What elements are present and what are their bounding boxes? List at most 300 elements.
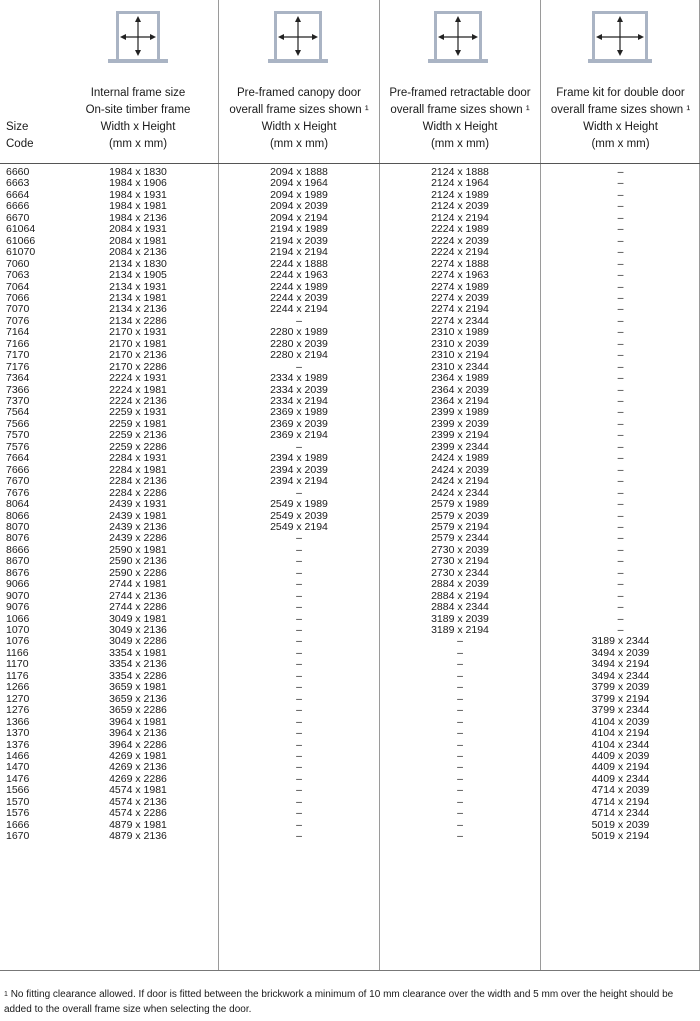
retractable-size-cell: 2399 x 1989: [431, 406, 489, 419]
frame-kit-cell: 4714 x 2194: [591, 795, 650, 808]
canopy-size-cell: –: [296, 589, 302, 602]
internal-size-cell: 1984 x 1931: [109, 188, 167, 201]
table-row: [0, 728, 700, 739]
size-code-cell: 6666: [6, 200, 30, 213]
table-row: [0, 327, 700, 338]
frame-kit-cell: –: [617, 383, 624, 396]
frame-kit-cell: –: [617, 372, 624, 385]
internal-size-cell: 2259 x 2136: [109, 429, 167, 442]
table-row: [0, 350, 700, 361]
size-code-cell: 1070: [6, 624, 30, 636]
size-code-cell: 7076: [6, 314, 30, 327]
canopy-size-cell: 2280 x 1989: [270, 326, 328, 339]
internal-size-cell: 2439 x 2286: [109, 532, 167, 545]
frame-kit-cell: –: [617, 475, 624, 488]
frame-kit-cell: –: [617, 463, 624, 476]
internal-size-cell: 2284 x 1981: [109, 463, 167, 476]
frame-kit-cell: –: [617, 520, 624, 533]
retractable-size-cell: 2579 x 2039: [431, 509, 489, 522]
canopy-size-cell: 2280 x 2194: [270, 349, 328, 362]
table-row: [0, 167, 700, 178]
frame-kit-cell: –: [617, 452, 624, 465]
frame-kit-cell: –: [617, 223, 624, 236]
canopy-size-cell: –: [296, 658, 302, 671]
frame-kit-cell: –: [617, 349, 624, 362]
size-code-cell: 8676: [6, 566, 30, 579]
retractable-size-cell: 2579 x 2194: [431, 520, 489, 533]
table-row: [0, 178, 700, 189]
canopy-size-cell: –: [296, 486, 302, 499]
frame-kit-cell: –: [617, 314, 624, 327]
retractable-size-cell: –: [457, 635, 463, 648]
retractable-size-cell: 2884 x 2039: [431, 578, 489, 591]
internal-size-cell: 1984 x 1906: [109, 177, 167, 190]
size-code-cell: 7064: [6, 280, 30, 293]
internal-size-cell: 2259 x 1981: [109, 417, 167, 430]
internal-size-cell: 2259 x 1931: [109, 406, 167, 419]
header-retractable-door: [380, 85, 540, 153]
canopy-size-cell: 2094 x 1888: [270, 166, 328, 178]
frame-kit-cell: –: [617, 555, 624, 568]
frame-kit-cell: –: [617, 440, 624, 453]
canopy-size-cell: –: [296, 360, 302, 373]
size-code-cell: 61064: [6, 223, 36, 236]
canopy-size-cell: –: [296, 669, 302, 682]
table-row: [0, 522, 700, 533]
header-line: Width x Height: [422, 121, 498, 133]
table-row: [0, 430, 700, 441]
table-row: [0, 201, 700, 212]
size-code-cell: 1270: [6, 692, 30, 705]
internal-size-cell: 3049 x 1981: [109, 612, 167, 625]
size-code-cell: 1576: [6, 807, 30, 820]
retractable-size-cell: 2310 x 2039: [431, 337, 489, 350]
canopy-size-cell: –: [296, 772, 302, 785]
size-code-cell: 1670: [6, 830, 30, 843]
canopy-size-cell: –: [296, 624, 302, 636]
table-bottom-rule: [0, 970, 700, 971]
retractable-size-cell: 2274 x 1963: [431, 269, 489, 282]
canopy-size-cell: 2094 x 2039: [270, 200, 328, 213]
canopy-size-cell: –: [296, 818, 302, 831]
frame-kit-cell: –: [617, 234, 624, 247]
table-row: [0, 304, 700, 315]
size-code-cell: 7676: [6, 486, 30, 499]
internal-size-cell: 2744 x 2286: [109, 601, 167, 614]
retractable-size-cell: 2274 x 1888: [431, 257, 489, 270]
header-line: (mm x mm): [430, 138, 490, 150]
canopy-size-cell: –: [296, 440, 302, 453]
frame-arrows-icon: [108, 8, 168, 64]
frame-kit-cell: 4714 x 2344: [591, 807, 650, 820]
canopy-size-cell: 2334 x 2039: [270, 383, 328, 396]
frame-kit-cell: 4104 x 2039: [591, 715, 650, 728]
size-code-cell: 8070: [6, 520, 30, 533]
header-canopy-door: [219, 85, 379, 153]
internal-size-cell: 2284 x 2136: [109, 475, 167, 488]
canopy-size-cell: –: [296, 749, 302, 762]
internal-size-cell: 2134 x 1830: [109, 257, 167, 270]
frame-kit-cell: –: [617, 543, 624, 556]
frame-kit-cell: –: [617, 624, 624, 636]
size-code-cell: 1476: [6, 772, 30, 785]
retractable-size-cell: 2224 x 1989: [431, 223, 489, 236]
size-code-cell: 1470: [6, 761, 30, 774]
canopy-size-cell: –: [296, 807, 302, 820]
canopy-size-cell: 2094 x 1989: [270, 188, 328, 201]
retractable-size-cell: 2274 x 2194: [431, 303, 489, 316]
table-row: [0, 213, 700, 224]
size-code-cell: 1176: [6, 669, 29, 682]
size-code-cell: 7170: [6, 349, 30, 362]
frame-kit-cell: 3799 x 2039: [591, 681, 650, 694]
header-line: Frame kit for double door: [556, 87, 685, 99]
table-row: [0, 556, 700, 567]
frame-kit-cell: 4714 x 2039: [591, 784, 650, 797]
internal-size-cell: 3354 x 2136: [109, 658, 167, 671]
frame-arrows-icon: [588, 8, 652, 64]
retractable-size-cell: 2579 x 2344: [431, 532, 489, 545]
canopy-size-cell: 2244 x 1888: [270, 257, 328, 270]
table-row: [0, 362, 700, 373]
frame-kit-cell: –: [617, 188, 624, 201]
retractable-size-cell: 2424 x 2344: [431, 486, 489, 499]
table-row: [0, 533, 700, 544]
internal-size-cell: 4879 x 1981: [109, 818, 167, 831]
header-line: On-site timber frame: [85, 104, 191, 116]
header-line: (mm x mm): [108, 138, 168, 150]
frame-kit-cell: –: [617, 326, 624, 339]
size-code-cell: 1570: [6, 795, 30, 808]
size-code-cell: 1276: [6, 704, 30, 717]
frame-kit-cell: 4409 x 2039: [591, 749, 650, 762]
retractable-size-cell: 2224 x 2039: [431, 234, 489, 247]
retractable-size-cell: –: [457, 784, 463, 797]
retractable-size-cell: 2424 x 2039: [431, 463, 489, 476]
retractable-size-cell: 3189 x 2039: [431, 612, 489, 625]
size-code-cell: 7664: [6, 452, 30, 465]
internal-size-cell: 2084 x 1981: [109, 234, 167, 247]
retractable-size-cell: –: [457, 795, 463, 808]
size-code-cell: 8064: [6, 498, 30, 511]
frame-kit-cell: –: [617, 280, 624, 293]
internal-size-cell: 3354 x 1981: [109, 646, 167, 659]
frame-kit-cell: –: [617, 566, 624, 579]
internal-size-cell: 2590 x 2136: [109, 555, 167, 568]
header-internal-frame: [58, 85, 218, 153]
retractable-size-cell: 2579 x 1989: [431, 498, 489, 511]
retractable-size-cell: –: [457, 727, 463, 740]
retractable-size-cell: 3189 x 2194: [431, 624, 489, 636]
internal-size-cell: 2224 x 2136: [109, 395, 167, 407]
size-code-cell: 8076: [6, 532, 30, 545]
internal-size-cell: 2744 x 2136: [109, 589, 167, 602]
size-code-cell: 6664: [6, 188, 30, 201]
retractable-size-cell: –: [457, 738, 463, 751]
header-line: Width x Height: [100, 121, 176, 133]
frame-kit-cell: –: [617, 177, 624, 190]
frame-kit-cell: –: [617, 395, 624, 407]
canopy-size-cell: 2549 x 1989: [270, 498, 328, 511]
header-line: Pre-framed canopy door: [236, 87, 361, 99]
retractable-size-cell: 2124 x 1888: [431, 166, 489, 178]
internal-size-cell: 2134 x 1931: [109, 280, 167, 293]
table-row: [0, 568, 700, 579]
header-line: (mm x mm): [269, 138, 329, 150]
size-code-cell: 8066: [6, 509, 30, 522]
canopy-size-cell: –: [296, 314, 302, 327]
internal-size-cell: 1984 x 1981: [109, 200, 167, 213]
table-row: [0, 476, 700, 487]
internal-size-cell: 1984 x 1830: [109, 166, 167, 178]
size-code-cell: 1066: [6, 612, 30, 625]
size-code-cell: 6663: [6, 177, 30, 190]
internal-size-cell: 1984 x 2136: [109, 211, 167, 224]
retractable-size-cell: 2884 x 2194: [431, 589, 489, 602]
size-code-cell: 7564: [6, 406, 30, 419]
retractable-size-cell: 2424 x 1989: [431, 452, 489, 465]
size-code-cell: 1566: [6, 784, 30, 797]
internal-size-cell: 2439 x 2136: [109, 520, 167, 533]
frame-kit-cell: 3799 x 2344: [591, 704, 650, 717]
size-code-cell: 6660: [6, 166, 30, 178]
retractable-size-cell: –: [457, 704, 463, 717]
retractable-size-cell: 2730 x 2039: [431, 543, 489, 556]
frame-kit-cell: 3494 x 2194: [591, 658, 650, 671]
canopy-size-cell: –: [296, 578, 302, 591]
canopy-size-cell: 2244 x 1989: [270, 280, 328, 293]
size-code-cell: 9076: [6, 601, 30, 614]
internal-size-cell: 2134 x 2136: [109, 303, 167, 316]
canopy-size-cell: 2369 x 2039: [270, 417, 328, 430]
size-code-cell: 1466: [6, 749, 30, 762]
frame-kit-cell: 4409 x 2194: [591, 761, 650, 774]
size-code-cell: 1076: [6, 635, 30, 648]
internal-size-cell: 2084 x 2136: [109, 246, 167, 259]
header-frame-kit: [541, 85, 700, 153]
frame-kit-cell: –: [617, 360, 624, 373]
table-row: [0, 282, 700, 293]
frame-arrows-icon: [268, 8, 328, 64]
canopy-size-cell: 2194 x 1989: [270, 223, 328, 236]
retractable-size-cell: 2124 x 2039: [431, 200, 489, 213]
retractable-size-cell: 2224 x 2194: [431, 246, 489, 259]
retractable-size-cell: –: [457, 715, 463, 728]
frame-kit-cell: –: [617, 303, 624, 316]
retractable-size-cell: –: [457, 646, 463, 659]
footnote-text: No fitting clearance allowed. If door is fitted between the brickwork a minimum of 10 mm clearance over the width and 5 mm over the height should be added to the overall frame size when selecting the door.: [4, 989, 674, 1015]
header-line: Width x Height: [261, 121, 337, 133]
retractable-size-cell: 2364 x 2194: [431, 395, 489, 407]
retractable-size-cell: 2364 x 2039: [431, 383, 489, 396]
internal-size-cell: 3659 x 2286: [109, 704, 167, 717]
table-row: [0, 579, 700, 590]
internal-size-cell: 2134 x 1905: [109, 269, 167, 282]
size-code-cell: 7566: [6, 417, 30, 430]
size-code-cell: 7164: [6, 326, 30, 339]
canopy-size-cell: –: [296, 543, 302, 556]
size-code-cell: 1376: [6, 738, 30, 751]
canopy-size-cell: 2334 x 1989: [270, 372, 328, 385]
retractable-size-cell: –: [457, 807, 463, 820]
size-code-cell: 7570: [6, 429, 30, 442]
internal-size-cell: 4574 x 2136: [109, 795, 167, 808]
size-code-cell: 7070: [6, 303, 30, 316]
frame-kit-cell: –: [617, 166, 624, 178]
canopy-size-cell: 2280 x 2039: [270, 337, 328, 350]
size-code-cell: 7066: [6, 291, 30, 304]
size-code-cell: 1266: [6, 681, 30, 694]
table-row: [0, 316, 700, 327]
retractable-size-cell: –: [457, 830, 463, 843]
canopy-size-cell: 2549 x 2194: [270, 520, 328, 533]
size-code-cell: 6670: [6, 211, 30, 224]
table-row: [0, 705, 700, 716]
internal-size-cell: 2439 x 1931: [109, 498, 167, 511]
table-row: [0, 385, 700, 396]
retractable-size-cell: –: [457, 749, 463, 762]
retractable-size-cell: 2274 x 1989: [431, 280, 489, 293]
size-code-cell: 1366: [6, 715, 30, 728]
size-code-cell: 7370: [6, 395, 30, 407]
retractable-size-cell: 2424 x 2194: [431, 475, 489, 488]
canopy-size-cell: –: [296, 635, 302, 648]
frame-kit-cell: –: [617, 486, 624, 499]
size-code-cell: 61070: [6, 246, 36, 259]
frame-arrows-icon: [428, 8, 488, 64]
frame-kit-cell: 4104 x 2194: [591, 727, 650, 740]
frame-kit-cell: 3494 x 2344: [591, 669, 650, 682]
frame-kit-cell: –: [617, 211, 624, 224]
table-row: [0, 831, 700, 842]
table-row: [0, 247, 700, 258]
size-code-cell: 9066: [6, 578, 30, 591]
frame-kit-cell: 3799 x 2194: [591, 692, 650, 705]
canopy-size-cell: –: [296, 738, 302, 751]
retractable-size-cell: 2364 x 1989: [431, 372, 489, 385]
header-line: overall frame sizes shown ¹: [229, 104, 369, 116]
frame-kit-cell: –: [617, 406, 624, 419]
table-row: [0, 808, 700, 819]
retractable-size-cell: 2399 x 2039: [431, 417, 489, 430]
frame-kit-cell: 5019 x 2039: [591, 818, 650, 831]
table-row: [0, 442, 700, 453]
size-code-cell: 7576: [6, 440, 30, 453]
retractable-size-cell: –: [457, 818, 463, 831]
canopy-size-cell: –: [296, 761, 302, 774]
internal-size-cell: 2224 x 1931: [109, 372, 167, 385]
canopy-size-cell: 2549 x 2039: [270, 509, 328, 522]
canopy-size-cell: 2394 x 1989: [270, 452, 328, 465]
internal-size-cell: 3964 x 2286: [109, 738, 167, 751]
table-row: [0, 396, 700, 407]
canopy-size-cell: –: [296, 601, 302, 614]
internal-size-cell: 3964 x 1981: [109, 715, 167, 728]
table-row: [0, 488, 700, 499]
retractable-size-cell: 2399 x 2194: [431, 429, 489, 442]
internal-size-cell: 2284 x 2286: [109, 486, 167, 499]
table-row: [0, 407, 700, 418]
size-code-cell: 1370: [6, 727, 30, 740]
internal-size-cell: 4269 x 1981: [109, 749, 167, 762]
header-line: overall frame sizes shown ¹: [550, 104, 691, 116]
table-row: [0, 545, 700, 556]
table-row: [0, 511, 700, 522]
internal-size-cell: 2439 x 1981: [109, 509, 167, 522]
canopy-size-cell: –: [296, 681, 302, 694]
header-line: Internal frame size: [90, 87, 186, 99]
header-line: Width x Height: [583, 121, 658, 133]
frame-kit-cell: –: [617, 337, 624, 350]
internal-size-cell: 2170 x 2136: [109, 349, 167, 362]
internal-size-cell: 3964 x 2136: [109, 727, 167, 740]
canopy-size-cell: –: [296, 555, 302, 568]
frame-kit-cell: 4409 x 2344: [591, 772, 650, 785]
size-code-cell: 7366: [6, 383, 30, 396]
retractable-size-cell: 2310 x 1989: [431, 326, 489, 339]
canopy-size-cell: 2394 x 2194: [270, 475, 328, 488]
retractable-size-cell: 2274 x 2344: [431, 314, 489, 327]
canopy-size-cell: 2369 x 2194: [270, 429, 328, 442]
size-code-cell: 1166: [6, 646, 29, 659]
size-code-cell: 7670: [6, 475, 30, 488]
frame-kit-cell: –: [617, 429, 624, 442]
internal-size-cell: 4574 x 2286: [109, 807, 167, 820]
canopy-size-cell: 2244 x 2194: [270, 303, 328, 316]
header-line: Code: [6, 138, 34, 150]
retractable-size-cell: 2399 x 2344: [431, 440, 489, 453]
table-row: [0, 614, 700, 625]
canopy-size-cell: –: [296, 692, 302, 705]
internal-size-cell: 2590 x 1981: [109, 543, 167, 556]
canopy-size-cell: 2094 x 1964: [270, 177, 328, 190]
retractable-size-cell: –: [457, 681, 463, 694]
frame-kit-cell: –: [617, 269, 624, 282]
internal-size-cell: 2170 x 1931: [109, 326, 167, 339]
internal-size-cell: 2259 x 2286: [109, 440, 167, 453]
canopy-size-cell: –: [296, 830, 302, 843]
retractable-size-cell: 2310 x 2194: [431, 349, 489, 362]
internal-size-cell: 3049 x 2286: [109, 635, 167, 648]
frame-kit-cell: –: [617, 291, 624, 304]
canopy-size-cell: –: [296, 784, 302, 797]
frame-kit-cell: 5019 x 2194: [591, 830, 650, 843]
size-code-cell: 1170: [6, 658, 29, 671]
internal-size-cell: 4269 x 2286: [109, 772, 167, 785]
size-code-cell: 1666: [6, 818, 30, 831]
retractable-size-cell: 2310 x 2344: [431, 360, 489, 373]
retractable-size-cell: –: [457, 658, 463, 671]
table-row: [0, 499, 700, 510]
canopy-size-cell: –: [296, 566, 302, 579]
retractable-size-cell: 2274 x 2039: [431, 291, 489, 304]
size-code-cell: 7060: [6, 257, 30, 270]
header-line: Pre-framed retractable door: [389, 87, 531, 99]
header-line: Size: [6, 121, 29, 133]
internal-size-cell: 2134 x 1981: [109, 291, 167, 304]
table-row: [0, 453, 700, 464]
frame-kit-cell: –: [617, 417, 624, 430]
table-row: [0, 224, 700, 235]
table-row: [0, 591, 700, 602]
size-code-cell: 61066: [6, 234, 36, 247]
canopy-size-cell: –: [296, 795, 302, 808]
size-code-cell: 7176: [6, 360, 30, 373]
frame-kit-cell: –: [617, 257, 624, 270]
internal-size-cell: 2134 x 2286: [109, 314, 167, 327]
canopy-size-cell: –: [296, 612, 302, 625]
frame-kit-cell: 3189 x 2344: [591, 635, 650, 648]
